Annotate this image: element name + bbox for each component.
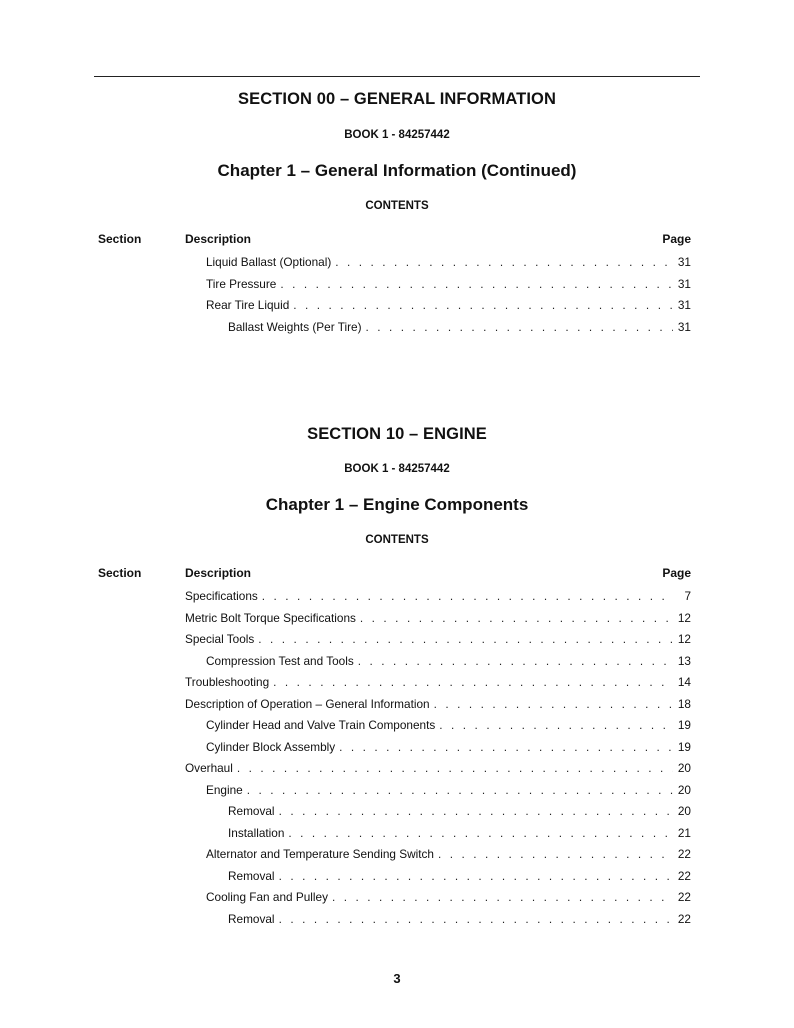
toc-entry-title: Specifications [185, 589, 258, 603]
toc-entry [228, 868, 691, 884]
toc-entry-title: Compression Test and Tools [206, 653, 354, 668]
toc-entry-page: 22 [677, 847, 691, 861]
toc-entry [228, 825, 691, 841]
toc-entry [228, 911, 691, 927]
top-rule [94, 76, 700, 77]
toc-entry [206, 782, 691, 798]
toc-entry-title: Removal [228, 868, 275, 883]
toc-entry-title: Cooling Fan and Pulley [206, 890, 328, 904]
toc-entry-title: Engine [206, 782, 243, 797]
toc-entry-page: 22 [677, 890, 691, 904]
dot-leader [247, 782, 673, 798]
toc-entry [185, 696, 691, 712]
toc-entry-page: 13 [677, 653, 691, 668]
chapter-title: Chapter 1 – General Information (Continued) [217, 161, 577, 180]
toc-entry [206, 889, 691, 905]
toc-entry-title: Removal [228, 804, 275, 818]
dot-leader [332, 889, 673, 905]
dot-leader [358, 653, 673, 669]
toc-entry [206, 297, 691, 313]
toc-entry-title: Removal [228, 911, 275, 926]
toc-entry-title: Liquid Ballast (Optional) [206, 255, 332, 269]
section-title: SECTION 00 – GENERAL INFORMATION [238, 90, 556, 108]
toc-entry [206, 739, 691, 755]
toc-entry [206, 653, 691, 669]
dot-leader [335, 254, 673, 270]
dot-leader [262, 588, 673, 604]
toc-entry-title: Cylinder Block Assembly [206, 739, 336, 754]
toc-entry-title: Ballast Weights (Per Tire) [228, 319, 362, 334]
dot-leader [434, 696, 673, 712]
dot-leader [339, 739, 673, 755]
dot-leader [366, 319, 673, 335]
toc-entry [206, 717, 691, 733]
toc-entry-title: Installation [228, 825, 285, 840]
toc-entry-title: Alternator and Temperature Sending Switch [206, 847, 434, 861]
toc-entry-title: Tire Pressure [206, 276, 277, 291]
toc-entry-page: 14 [677, 675, 691, 689]
toc-entry-title: Special Tools [185, 632, 255, 646]
toc-entry-page: 31 [677, 319, 691, 334]
toc-entry-page: 12 [677, 632, 691, 646]
section-column-header: Section [98, 232, 142, 246]
toc-entry-title: Rear Tire Liquid [206, 298, 290, 312]
toc-entry-page: 21 [677, 825, 691, 840]
toc-entry [185, 760, 691, 776]
toc-entry-title: Cylinder Head and Valve Train Components [206, 718, 436, 732]
toc-entry-page: 31 [677, 298, 691, 312]
description-column-header: Description [185, 566, 252, 580]
toc-entry-title: Overhaul [185, 761, 233, 775]
toc-entry-page: 12 [677, 610, 691, 625]
toc-entry [185, 631, 691, 647]
toc-entry-page: 18 [677, 696, 691, 711]
chapter-title: Chapter 1 – Engine Components [265, 495, 529, 514]
dot-leader [360, 610, 673, 626]
toc-entry-page: 20 [677, 782, 691, 797]
description-column-header: Description [185, 232, 252, 246]
dot-leader [237, 760, 673, 776]
contents-label: CONTENTS [365, 200, 429, 212]
toc-entry [228, 319, 691, 335]
toc-entry-page: 19 [677, 739, 691, 754]
dot-leader [293, 297, 673, 313]
toc-entry-page: 31 [677, 255, 691, 269]
dot-leader [258, 631, 673, 647]
toc-entry [185, 588, 691, 604]
dot-leader [279, 868, 673, 884]
dot-leader [279, 911, 673, 927]
toc-entry [206, 846, 691, 862]
toc-entry-title: Description of Operation – General Information [185, 696, 430, 711]
toc-entry-page: 20 [677, 804, 691, 818]
toc-entry-title: Troubleshooting [185, 675, 270, 689]
toc-entry [206, 276, 691, 292]
book-number: BOOK 1 - 84257442 [344, 129, 450, 141]
toc-entry [228, 803, 691, 819]
dot-leader [438, 846, 673, 862]
toc-entry [206, 254, 691, 270]
dot-leader [439, 717, 673, 733]
toc-entry-page: 20 [677, 761, 691, 775]
toc-entry-title: Metric Bolt Torque Specifications [185, 610, 356, 625]
toc-entry [185, 610, 691, 626]
toc-entry [185, 674, 691, 690]
toc-entry-page: 7 [684, 589, 691, 603]
section-column-header: Section [98, 566, 142, 580]
dot-leader [273, 674, 673, 690]
toc-entry-page: 19 [677, 718, 691, 732]
dot-leader [288, 825, 673, 841]
book-number: BOOK 1 - 84257442 [344, 463, 450, 475]
toc-entry-page: 22 [677, 911, 691, 926]
contents-label: CONTENTS [365, 534, 429, 546]
toc-entry-page: 22 [677, 868, 691, 883]
page-column-header: Page [662, 232, 691, 246]
dot-leader [280, 276, 673, 292]
section-title: SECTION 10 – ENGINE [307, 425, 487, 443]
toc-entry-page: 31 [677, 276, 691, 291]
page-column-header: Page [662, 566, 691, 580]
dot-leader [279, 803, 673, 819]
page-number: 3 [393, 971, 401, 986]
